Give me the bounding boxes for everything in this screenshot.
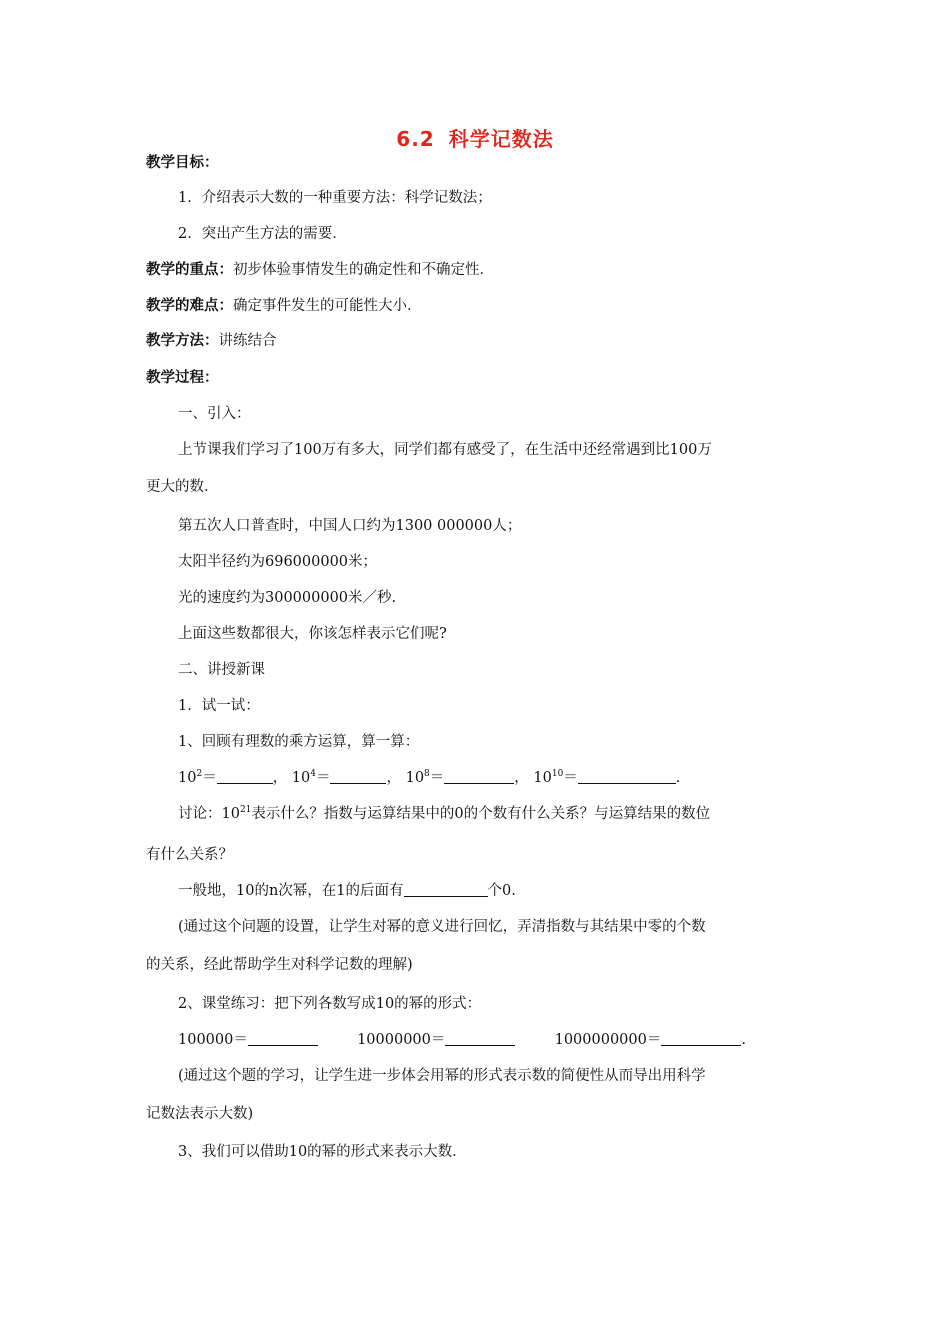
practice-10000000: 10000000＝ [357,1032,446,1048]
exponent-2: 2 [196,769,203,779]
power-base: 10 [291,770,311,786]
exponent-4: 4 [310,769,316,779]
example-population: 第五次人口普查时，中国人口约为1300 000000人； [178,518,522,534]
note-1-line-1: (通过这个问题的设置，让学生对幂的意义进行回忆，弄清指数与其结果中零的个数 [178,919,706,935]
discussion-prefix: 讨论：10 [178,806,240,822]
blank-1000000000[interactable] [661,1031,741,1046]
try-heading: 1．试一试： [178,698,260,714]
example-sun-radius: 太阳半径约为696000000米； [178,554,378,570]
difficulty [146,296,422,316]
powers-row [178,768,680,788]
goal-item-2: 2．突出产生方法的需要． [178,226,347,242]
period: . [741,1032,746,1048]
comma: ， [386,770,401,786]
equals-sign: ＝ [563,770,578,786]
power-base: 10 [405,770,425,786]
page-title [0,123,950,152]
practice-100000: 100000＝ [178,1032,248,1048]
general-rule-text: 一般地，10的n次幂，在1的后面有 [178,883,404,899]
blank-10-pow-10[interactable] [578,769,676,784]
practice-instruction: 2、课堂练习：把下列各数写成10的幂的形式： [178,996,482,1012]
method-label: 教学方法： [146,333,219,349]
comma: ， [272,770,288,786]
note-2-line-2: 记数法表示大数) [146,1106,254,1122]
exponent-21: 21 [239,805,252,815]
blank-10-pow-4[interactable] [330,769,386,784]
review-instruction: 1、回顾有理数的乘方运算，算一算： [178,734,420,750]
blank-10-pow-8[interactable] [444,769,514,784]
method-text: 讲练结合 [218,333,277,349]
section-number: 6.2 [396,127,435,151]
key-point-label: 教学的重点： [146,262,233,278]
note-2-line-1: (通过这个题的学习，让学生进一步体会用幂的形式表示数的简便性从而导出用科学 [178,1068,706,1084]
intro-paragraph-line-2: 更大的数. [146,479,209,495]
equals-sign: ＝ [202,770,217,786]
blank-100000[interactable] [248,1031,318,1046]
exponent-10: 10 [551,769,564,779]
general-rule-end: 个0. [487,883,516,899]
example-light-speed: 光的速度约为300000000米／秒. [178,590,397,606]
blank-zero-count[interactable] [404,882,488,897]
blank-10-pow-2[interactable] [217,769,273,784]
key-point-text: 初步体验事情发生的确定性和不确定性． [233,262,494,278]
practice-1000000000: 1000000000＝ [554,1032,662,1048]
general-rule [178,881,516,901]
note-1-line-2: 的关系，经此帮助学生对科学记数的理解) [146,957,413,973]
comma: ， [514,770,529,786]
new-lesson-heading: 二、讲授新课 [178,662,265,678]
difficulty-text: 确定事件发生的可能性大小． [233,298,422,314]
practice-row [178,1030,746,1050]
item-3: 3、我们可以借助10的幂的形式来表示大数. [178,1144,457,1160]
blank-10000000[interactable] [445,1031,515,1046]
goals-label: 教学目标： [146,155,219,171]
discussion-line-2: 有什么关系？ [146,847,233,863]
discussion-text: 表示什么？指数与运算结果中的0的个数有什么关系？与运算结果的数位 [251,806,711,822]
method [146,331,277,351]
key-point [146,260,494,280]
goal-item-1: 1．介绍表示大数的一种重要方法：科学记数法； [178,190,492,206]
equals-sign: ＝ [429,770,445,786]
exponent-8: 8 [424,769,430,779]
power-base: 10 [533,770,552,786]
intro-heading: 一、引入： [178,406,251,422]
intro-question: 上面这些数都很大，你该怎样表示它们呢? [178,626,447,642]
title-text: 科学记数法 [448,127,554,151]
difficulty-label: 教学的难点： [146,298,233,314]
equals-sign: ＝ [315,770,331,786]
process-label: 教学过程： [146,370,219,386]
period: . [675,770,681,786]
power-base: 10 [178,770,197,786]
discussion-line-1 [178,804,710,824]
intro-paragraph-line-1: 上节课我们学习了100万有多大，同学们都有感受了，在生活中还经常遇到比100万 [178,442,712,458]
